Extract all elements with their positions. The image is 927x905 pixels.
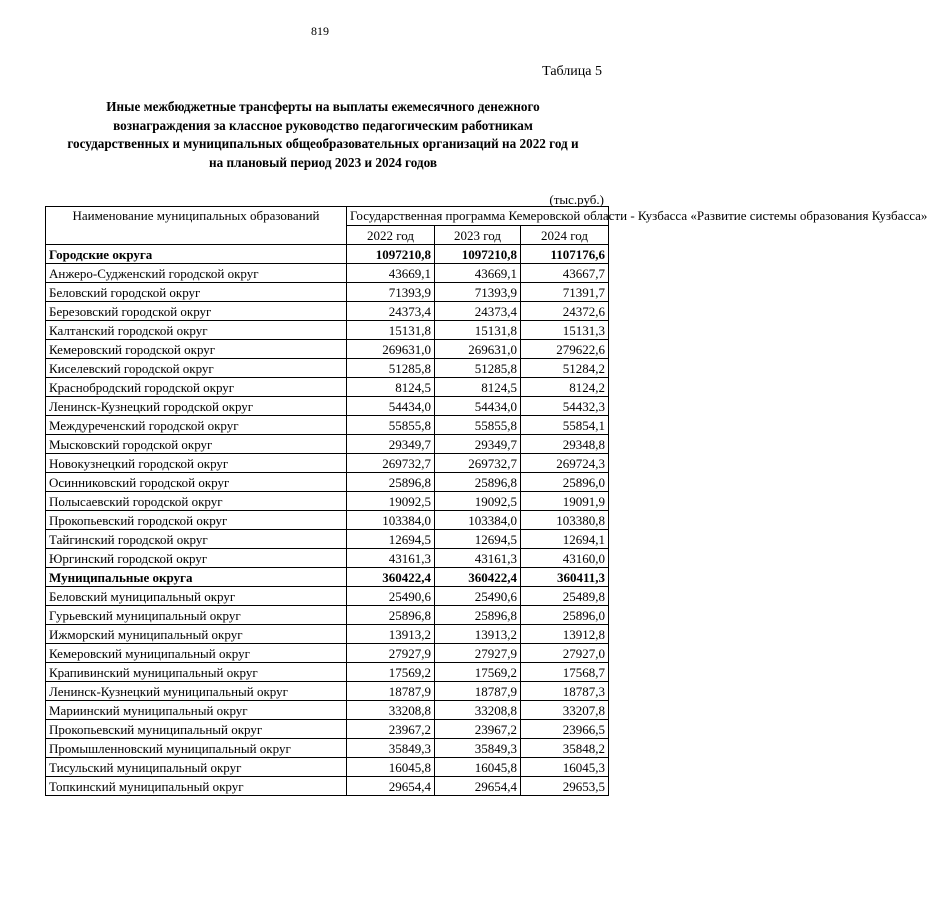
table-row (46, 701, 609, 720)
amount-cell: 25896,8 (347, 473, 435, 492)
amount-cell: 43667,7 (521, 264, 609, 283)
table-group-row (46, 245, 609, 264)
amount-cell: 51284,2 (521, 359, 609, 378)
column-header-year-2022: 2022 год (347, 226, 435, 245)
amount-cell: 43161,3 (435, 549, 521, 568)
amount-cell: 43669,1 (347, 264, 435, 283)
amount-cell: 12694,1 (521, 530, 609, 549)
amount-cell: 25489,8 (521, 587, 609, 606)
municipality-name: Беловский городской округ (46, 283, 347, 302)
municipality-name: Прокопьевский муниципальный округ (46, 720, 347, 739)
amount-cell: 13913,2 (435, 625, 521, 644)
amount-cell: 269724,3 (521, 454, 609, 473)
column-header-program: Государственная программа Кемеровской области - Кузбасса «Развитие системы образования Кузбасса» (347, 207, 609, 226)
table-row (46, 435, 609, 454)
table-row (46, 378, 609, 397)
amount-cell: 16045,8 (347, 758, 435, 777)
municipality-name: Березовский городской округ (46, 302, 347, 321)
amount-cell: 17568,7 (521, 663, 609, 682)
table-row (46, 644, 609, 663)
amount-cell: 29653,5 (521, 777, 609, 796)
amount-cell: 279622,6 (521, 340, 609, 359)
amount-cell: 29349,7 (435, 435, 521, 454)
municipality-name: Гурьевский муниципальный округ (46, 606, 347, 625)
table-row (46, 606, 609, 625)
municipality-name: Топкинский муниципальный округ (46, 777, 347, 796)
amount-cell: 13912,8 (521, 625, 609, 644)
amount-cell: 43160,0 (521, 549, 609, 568)
municipality-name: Междуреченский городской округ (46, 416, 347, 435)
title-line: Иные межбюджетные трансферты на выплаты ежемесячного денежного (106, 99, 540, 114)
amount-cell: 1097210,8 (347, 245, 435, 264)
amount-cell: 8124,5 (435, 378, 521, 397)
column-header-name: Наименование муниципальных образований (46, 207, 347, 245)
municipality-name: Ленинск-Кузнецкий муниципальный округ (46, 682, 347, 701)
amount-cell: 29349,7 (347, 435, 435, 454)
column-header-year-2024: 2024 год (521, 226, 609, 245)
municipality-name: Краснобродский городской округ (46, 378, 347, 397)
municipality-name: Крапивинский муниципальный округ (46, 663, 347, 682)
amount-cell: 43161,3 (347, 549, 435, 568)
municipality-name: Беловский муниципальный округ (46, 587, 347, 606)
table-row (46, 720, 609, 739)
municipality-name: Мысковский городской округ (46, 435, 347, 454)
amount-cell: 54432,3 (521, 397, 609, 416)
table-row (46, 321, 609, 340)
municipality-name: Кемеровский городской округ (46, 340, 347, 359)
table-row (46, 663, 609, 682)
amount-cell: 8124,2 (521, 378, 609, 397)
unit-note: (тыс.руб.) (549, 192, 604, 207)
title-line: государственных и муниципальных общеобразовательных организаций на 2022 год и (67, 136, 579, 152)
amount-cell: 269631,0 (435, 340, 521, 359)
municipality-name: Ижморский муниципальный округ (46, 625, 347, 644)
amount-cell: 33207,8 (521, 701, 609, 720)
table-row (46, 758, 609, 777)
municipality-name: Тисульский муниципальный округ (46, 758, 347, 777)
amount-cell: 13913,2 (347, 625, 435, 644)
table-row (46, 359, 609, 378)
amount-cell: 19091,9 (521, 492, 609, 511)
amount-cell: 12694,5 (347, 530, 435, 549)
amount-cell: 25896,8 (347, 606, 435, 625)
amount-cell: 16045,8 (435, 758, 521, 777)
amount-cell: 360411,3 (521, 568, 609, 587)
table-label: Таблица 5 (542, 64, 602, 79)
amount-cell: 103384,0 (435, 511, 521, 530)
amount-cell: 103380,8 (521, 511, 609, 530)
table-row (46, 454, 609, 473)
amount-cell: 51285,8 (347, 359, 435, 378)
amount-cell: 55855,8 (347, 416, 435, 435)
amount-cell: 15131,8 (347, 321, 435, 340)
table-row (46, 739, 609, 758)
amount-cell: 29654,4 (435, 777, 521, 796)
amount-cell: 54434,0 (435, 397, 521, 416)
column-header-year-2023: 2023 год (435, 226, 521, 245)
amount-cell: 27927,9 (347, 644, 435, 663)
amount-cell: 23967,2 (435, 720, 521, 739)
table-row (46, 397, 609, 416)
municipality-name: Городские округа (46, 245, 347, 264)
amount-cell: 1097210,8 (435, 245, 521, 264)
table-row (46, 302, 609, 321)
amount-cell: 16045,3 (521, 758, 609, 777)
amount-cell: 23967,2 (347, 720, 435, 739)
table-row (46, 511, 609, 530)
amount-cell: 19092,5 (435, 492, 521, 511)
municipality-name: Калтанский городской округ (46, 321, 347, 340)
amount-cell: 269732,7 (435, 454, 521, 473)
amount-cell: 360422,4 (347, 568, 435, 587)
amount-cell: 25896,0 (521, 473, 609, 492)
table-row (46, 625, 609, 644)
table-row (46, 492, 609, 511)
table-row (46, 530, 609, 549)
table-group-row (46, 568, 609, 587)
amount-cell: 23966,5 (521, 720, 609, 739)
table-row (46, 416, 609, 435)
table-row (46, 283, 609, 302)
amount-cell: 71393,9 (435, 283, 521, 302)
municipality-name: Киселевский городской округ (46, 359, 347, 378)
amount-cell: 29654,4 (347, 777, 435, 796)
municipality-name: Осинниковский городской округ (46, 473, 347, 492)
amount-cell: 25896,0 (521, 606, 609, 625)
municipality-name: Новокузнецкий городской округ (46, 454, 347, 473)
amount-cell: 33208,8 (435, 701, 521, 720)
amount-cell: 71391,7 (521, 283, 609, 302)
amount-cell: 25896,8 (435, 473, 521, 492)
amount-cell: 269732,7 (347, 454, 435, 473)
amount-cell: 18787,9 (347, 682, 435, 701)
municipality-name: Ленинск-Кузнецкий городской округ (46, 397, 347, 416)
amount-cell: 25490,6 (435, 587, 521, 606)
amount-cell: 8124,5 (347, 378, 435, 397)
title-line: на плановый период 2023 и 2024 годов (209, 154, 437, 170)
municipality-name: Кемеровский муниципальный округ (46, 644, 347, 663)
document-title (40, 98, 606, 172)
municipality-name: Прокопьевский городской округ (46, 511, 347, 530)
table-row (46, 549, 609, 568)
amount-cell: 55854,1 (521, 416, 609, 435)
amount-cell: 33208,8 (347, 701, 435, 720)
amount-cell: 1107176,6 (521, 245, 609, 264)
amount-cell: 19092,5 (347, 492, 435, 511)
table-row (46, 264, 609, 283)
amount-cell: 55855,8 (435, 416, 521, 435)
amount-cell: 17569,2 (347, 663, 435, 682)
amount-cell: 18787,9 (435, 682, 521, 701)
municipality-name: Мариинский муниципальный округ (46, 701, 347, 720)
amount-cell: 25896,8 (435, 606, 521, 625)
transfers-table (45, 206, 927, 796)
table-row (46, 587, 609, 606)
amount-cell: 25490,6 (347, 587, 435, 606)
municipality-name: Анжеро-Судженский городской округ (46, 264, 347, 283)
amount-cell: 269631,0 (347, 340, 435, 359)
amount-cell: 360422,4 (435, 568, 521, 587)
page-number: 819 (311, 24, 329, 38)
amount-cell: 24373,4 (347, 302, 435, 321)
amount-cell: 24373,4 (435, 302, 521, 321)
amount-cell: 12694,5 (435, 530, 521, 549)
amount-cell: 24372,6 (521, 302, 609, 321)
table-row (46, 473, 609, 492)
amount-cell: 43669,1 (435, 264, 521, 283)
title-line: вознаграждения за классное руководство педагогическим работникам (113, 117, 533, 133)
amount-cell: 71393,9 (347, 283, 435, 302)
amount-cell: 27927,0 (521, 644, 609, 663)
amount-cell: 35849,3 (435, 739, 521, 758)
table-row (46, 682, 609, 701)
amount-cell: 17569,2 (435, 663, 521, 682)
municipality-name: Промышленновский муниципальный округ (46, 739, 347, 758)
amount-cell: 103384,0 (347, 511, 435, 530)
amount-cell: 35849,3 (347, 739, 435, 758)
amount-cell: 18787,3 (521, 682, 609, 701)
amount-cell: 15131,3 (521, 321, 609, 340)
municipality-name: Юргинский городской округ (46, 549, 347, 568)
municipality-name: Муниципальные округа (46, 568, 347, 587)
amount-cell: 29348,8 (521, 435, 609, 454)
municipality-name: Тайгинский городской округ (46, 530, 347, 549)
amount-cell: 35848,2 (521, 739, 609, 758)
table-row (46, 777, 609, 796)
amount-cell: 15131,8 (435, 321, 521, 340)
amount-cell: 51285,8 (435, 359, 521, 378)
table-row (46, 340, 609, 359)
amount-cell: 54434,0 (347, 397, 435, 416)
amount-cell: 27927,9 (435, 644, 521, 663)
municipality-name: Полысаевский городской округ (46, 492, 347, 511)
table-body (46, 245, 609, 796)
